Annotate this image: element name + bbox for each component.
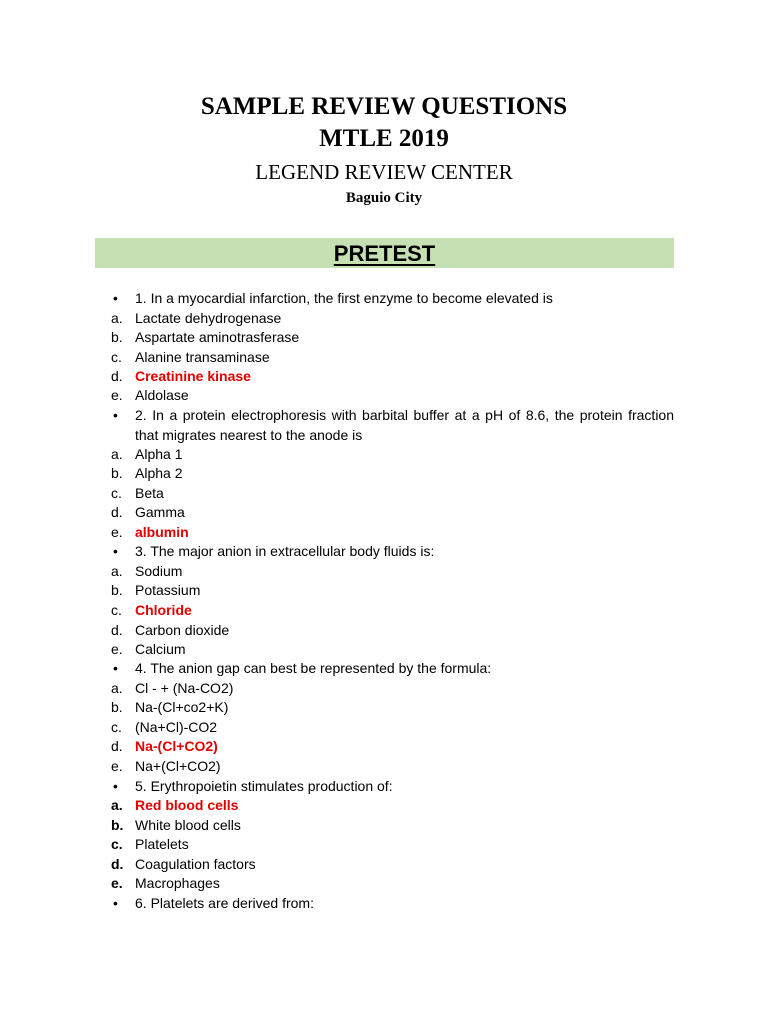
option-letter: b. [111,699,123,715]
option-text: Alpha 1 [135,446,183,462]
question-text: 3. The major anion in extracellular body fluids is: [135,543,435,559]
option-text: Alanine transaminase [135,349,270,365]
option-text: White blood cells [135,817,241,833]
option-text: (Na+Cl)-CO2 [135,719,218,735]
option-text: Cl - + (Na-CO2) [135,680,234,696]
option-letter: a. [111,797,123,813]
correct-answer-text: Na-(Cl+CO2) [135,738,218,754]
option-text: Beta [135,485,164,501]
correct-answer-text: Red blood cells [135,797,239,813]
option-letter: a. [111,680,123,696]
option-text: Carbon dioxide [135,622,230,638]
question-text: 6. Platelets are derived from: [135,895,314,911]
correct-answer-text: albumin [135,524,189,540]
section-title: PRETEST [333,241,436,266]
option-letter: c. [111,719,122,735]
review-center-name: LEGEND REVIEW CENTER [255,160,513,184]
bullet-icon: • [113,778,118,794]
option-letter: e. [111,875,123,891]
bullet-icon: • [113,290,118,306]
option-letter: d. [111,856,124,872]
option-letter: a. [111,310,123,326]
option-letter: d. [111,738,123,754]
option-text: Macrophages [135,875,220,891]
option-letter: a. [111,563,123,579]
option-letter: b. [111,582,123,598]
option-letter: e. [111,387,123,403]
option-letter: e. [111,524,123,540]
option-letter: e. [111,641,123,657]
location-label: Baguio City [345,190,423,206]
option-letter: c. [111,485,122,501]
correct-answer-text: Chloride [135,602,192,618]
option-text: Aldolase [135,387,189,403]
option-letter: c. [111,349,122,365]
bullet-icon: • [113,407,118,423]
option-text: Aspartate aminotrasferase [135,329,300,345]
bullet-icon: • [113,895,118,911]
question-text: 2. In a protein electrophoresis with barbital buffer at a pH of 8.6, the protein fraction that migrates nearest to the anode is [135,407,674,443]
option-letter: c. [111,836,123,852]
question-text: 1. In a myocardial infarction, the first enzyme to become elevated is [135,290,553,306]
option-letter: d. [111,622,123,638]
option-text: Na+(Cl+CO2) [135,758,221,774]
option-text: Potassium [135,582,201,598]
option-text: Lactate dehydrogenase [135,310,282,326]
option-letter: c. [111,602,122,618]
option-text: Na-(Cl+co2+K) [135,699,229,715]
option-letter: e. [111,758,123,774]
exam-year-title: MTLE 2019 [319,125,449,152]
document-title: SAMPLE REVIEW QUESTIONS [200,93,568,120]
bullet-icon: • [113,543,118,559]
bullet-icon: • [113,660,118,676]
question-text: 5. Erythropoietin stimulates production of: [135,778,393,794]
option-text: Coagulation factors [135,856,256,872]
question-text: 4. The anion gap can best be represented by the formula: [135,660,492,676]
option-letter: b. [111,817,124,833]
option-text: Gamma [135,504,185,520]
option-text: Sodium [135,563,183,579]
option-text: Calcium [135,641,186,657]
option-letter: b. [111,329,123,345]
option-text: Platelets [135,836,189,852]
option-letter: d. [111,504,123,520]
section-banner [95,238,674,268]
option-letter: a. [111,446,123,462]
option-text: Alpha 2 [135,465,183,481]
option-letter: b. [111,465,123,481]
option-letter: d. [111,368,123,384]
correct-answer-text: Creatinine kinase [135,368,251,384]
